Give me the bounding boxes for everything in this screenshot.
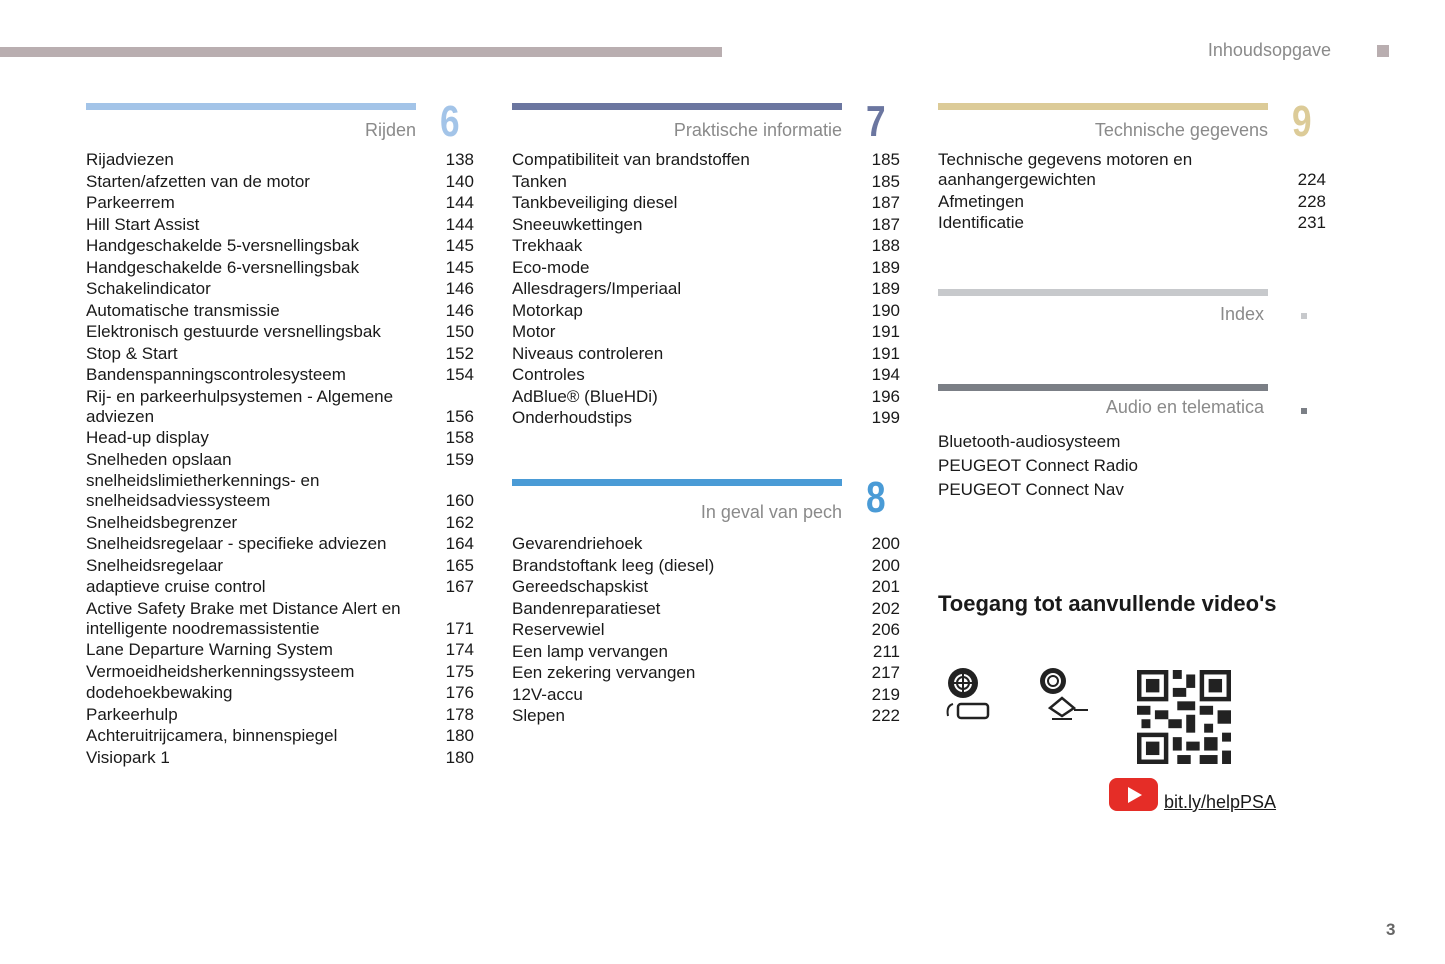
toc-entry-page: 150 [445,322,474,341]
section-rijden [86,97,460,146]
toc-entry-title: Controles [512,365,585,384]
toc-entry-page: 191 [871,322,900,341]
toc-entry[interactable] [86,236,474,256]
toc-entry-title: Gereedschapskist [512,577,649,596]
toc-entry-title: Tankbeveiliging diesel [512,193,678,212]
section-title: Technische gegevens [1094,120,1268,140]
toc-entry-title: Bandenreparatieset [512,598,661,618]
toc-entry[interactable] [86,577,474,597]
toc-entry-page: 164 [445,534,474,553]
toc-entry[interactable] [86,322,474,342]
toc-entry[interactable] [86,428,474,448]
toc-entry-page: 156 [445,406,474,426]
toc-entry-title: Visiopark 1 [86,747,170,767]
toc-entry-title: Starten/afzetten van de motor [86,171,310,191]
toc-entry[interactable] [512,685,900,705]
section-title: Rijden [364,120,416,140]
toc-entry-title: 12V-accu [512,684,583,704]
toc-entry[interactable] [938,150,1326,190]
toc-entry-title: Reservewiel [512,620,605,639]
toc-entry[interactable] [86,556,474,576]
youtube-icon[interactable] [1109,778,1158,811]
toc-entry-title: Sneeuwkettingen [512,214,643,234]
toc-entry[interactable] [86,471,474,511]
audio-item[interactable]: PEUGEOT Connect Radio [938,456,1138,475]
toc-entry-title: Identificatie [938,213,1024,232]
toc-entry-title: Hill Start Assist [86,214,200,234]
toc-entry[interactable] [86,450,474,470]
toc-entry[interactable] [512,150,900,170]
toc-entry-page: 199 [871,408,900,427]
toc-entry[interactable] [86,193,474,213]
toc-entry-page: 146 [445,300,474,320]
toc-entry[interactable] [86,534,474,554]
toc-entry-page: 162 [445,512,474,532]
toc-entry-title: Active Safety Brake met Distance Alert en intelligente noodremassistentie [86,598,401,638]
toc-entry[interactable] [86,344,474,364]
toc-entry-title: Vermoeidheidsherkenningssysteem [86,661,355,681]
toc-entry[interactable] [86,387,474,427]
tyre-repair-kit-icon[interactable] [943,666,993,724]
toc-entry[interactable] [512,387,900,407]
toc-entry[interactable] [512,301,900,321]
toc-list-technisch [938,150,1326,235]
section-pech [512,473,886,522]
toc-entry-title: Tanken [512,171,567,191]
section-index[interactable] [938,289,1268,329]
toc-entry[interactable] [86,748,474,768]
toc-entry[interactable] [512,408,900,428]
audio-item[interactable]: PEUGEOT Connect Nav [938,480,1124,499]
toc-entry[interactable] [512,236,900,256]
video-link[interactable]: bit.ly/helpPSA [1164,792,1277,812]
toc-entry[interactable] [86,365,474,385]
toc-entry-page: 222 [871,706,900,725]
toc-entry-title: Handgeschakelde 5-versnellingsbak [86,236,360,255]
toc-entry-page: 189 [871,279,900,298]
toc-entry-page: 211 [872,641,900,661]
toc-entry-title: snelheidslimietherkennings- en snelheidsadviessysteem [86,471,320,510]
toc-entry[interactable] [512,365,900,385]
toc-entry-title: Rij- en parkeerhulpsystemen - Algemene adviezen [86,386,394,426]
toc-entry-title: Eco-mode [512,257,590,277]
section-number: 8 [866,473,886,522]
toc-entry[interactable] [86,215,474,235]
toc-entry-page: 144 [445,214,474,234]
toc-entry-title: Brandstoftank leeg (diesel) [512,555,715,575]
toc-entry[interactable] [512,193,900,213]
toc-entry-page: 146 [445,279,474,298]
toc-entry-page: 187 [871,193,900,212]
toc-entry[interactable] [938,192,1326,212]
section-bar [512,479,842,486]
toc-entry-title: Een zekering vervangen [512,663,696,682]
toc-entry-page: 180 [445,747,474,767]
audio-list [938,430,1138,502]
toc-entry-title: Handgeschakelde 6-versnellingsbak [86,257,360,277]
toc-entry[interactable] [86,172,474,192]
toc-entry[interactable] [512,172,900,192]
toc-entry[interactable] [86,683,474,703]
toc-entry-page: 202 [871,598,900,618]
toc-entry[interactable] [86,640,474,660]
toc-entry-title: Gevarendriehoek [512,534,643,553]
toc-entry-page: 189 [871,257,900,277]
toc-entry[interactable] [512,534,900,554]
toc-entry[interactable] [86,150,474,170]
toc-entry-title: Technische gegevens motoren en aanhangergewichten [938,150,1193,189]
section-technisch [938,97,1312,146]
toc-entry-title: Parkeerrem [86,193,175,212]
toc-entry-title: Motor [512,322,556,341]
header-bar [0,47,722,57]
section-number: 9 [1292,97,1312,146]
section-number: 7 [866,97,886,146]
toc-entry-title: Elektronisch gestuurde versnellingsbak [86,322,381,341]
toc-entry-title: Achteruitrijcamera, binnenspiegel [86,726,338,745]
toc-entry-page: 154 [445,365,474,384]
section-number: 6 [440,97,460,146]
toc-entry-page: 185 [871,171,900,191]
toc-entry[interactable] [512,215,900,235]
toc-entry-title: AdBlue® (BlueHDi) [512,386,658,406]
spare-wheel-jack-icon[interactable] [1036,666,1092,724]
toc-entry-page: 167 [445,577,474,596]
toc-entry-title: Rijadviezen [86,150,174,169]
toc-entry-page: 152 [445,343,474,363]
section-title[interactable]: Index [1219,304,1264,324]
toc-entry-title: Snelheidsbegrenzer [86,512,238,532]
index-marker [1301,313,1307,319]
header-marker [1377,45,1389,57]
toc-entry-title: Slepen [512,706,565,725]
toc-entry-title: Snelheidsregelaar [86,555,224,575]
toc-entry-page: 158 [445,428,474,447]
section-title: In geval van pech [700,502,842,522]
toc-entry-page: 145 [445,236,474,255]
toc-entry-page: 224 [1297,170,1326,189]
toc-entry-page: 138 [445,150,474,169]
toc-entry-page: 145 [445,257,474,277]
toc-entry-title: Een lamp vervangen [512,641,668,661]
toc-entry-title: Bandenspanningscontrolesysteem [86,365,346,384]
toc-entry[interactable] [512,322,900,342]
audio-marker [1301,408,1307,414]
toc-list-pech [512,534,900,728]
toc-entry-page: 165 [445,555,474,575]
toc-entry-page: 160 [445,491,474,510]
toc-entry[interactable] [86,599,474,639]
toc-entry-title: Snelheden opslaan [86,449,232,469]
videos-title: Toegang tot aanvullende video's [938,591,1277,616]
toc-entry-page: 188 [871,236,900,255]
toc-entry-page: 219 [871,684,900,704]
toc-entry-title: adaptieve cruise control [86,577,266,596]
toc-entry-page: 144 [445,193,474,212]
toc-entry-page: 180 [445,726,474,745]
toc-entry[interactable] [86,513,474,533]
toc-entry-title: Lane Departure Warning System [86,640,333,659]
toc-entry[interactable] [512,663,900,683]
toc-entry[interactable] [86,726,474,746]
toc-entry-page: 178 [445,704,474,724]
toc-entry[interactable] [512,344,900,364]
toc-entry-page: 185 [871,150,900,169]
section-bar [512,103,842,110]
toc-entry[interactable] [86,301,474,321]
toc-entry[interactable] [938,213,1326,233]
toc-entry-title: Trekhaak [512,236,583,255]
toc-entry[interactable] [512,642,900,662]
toc-entry[interactable] [86,705,474,725]
toc-list-praktisch [512,150,900,430]
section-bar [938,103,1268,110]
toc-entry-title: Stop & Start [86,343,178,363]
toc-entry-page: 201 [871,577,900,596]
toc-entry-page: 196 [871,386,900,406]
toc-list-rijden [86,150,474,769]
toc-entry-title: Onderhoudstips [512,408,633,427]
toc-entry[interactable] [86,662,474,682]
toc-entry-page: 200 [871,555,900,575]
toc-entry[interactable] [512,577,900,597]
toc-entry-title: Afmetingen [938,191,1024,211]
toc-entry[interactable] [512,279,900,299]
section-title: Audio en telematica [1105,397,1264,417]
section-audio [938,384,1268,424]
toc-entry-page: 176 [445,683,474,702]
toc-entry-title: dodehoekbewaking [86,683,233,702]
toc-entry-page: 140 [445,171,474,191]
toc-entry[interactable] [512,620,900,640]
toc-entry[interactable] [86,279,474,299]
toc-entry-page: 190 [871,300,900,320]
toc-entry[interactable] [512,556,900,576]
section-title: Praktische informatie [673,120,842,140]
toc-entry-title: Schakelindicator [86,279,211,298]
toc-entry-page: 171 [445,618,474,638]
toc-entry-title: Compatibiliteit van brandstoffen [512,150,750,169]
toc-entry[interactable] [512,258,900,278]
toc-entry[interactable] [86,258,474,278]
page-number: 3 [1386,920,1396,939]
section-bar [938,289,1268,296]
toc-entry-page: 231 [1297,213,1326,232]
section-bar [86,103,416,110]
qr-code-icon[interactable] [1137,670,1231,764]
toc-entry-title: Allesdragers/Imperiaal [512,279,682,298]
toc-entry-page: 228 [1297,191,1326,211]
toc-entry-page: 174 [445,640,474,659]
toc-entry-title: Niveaus controleren [512,343,664,363]
toc-entry-page: 159 [445,449,474,469]
toc-entry-page: 217 [871,663,900,682]
toc-entry-title: Motorkap [512,300,583,320]
section-praktisch [512,97,886,146]
toc-entry-page: 206 [871,620,900,639]
toc-entry[interactable] [512,706,900,726]
toc-entry-title: Head-up display [86,428,209,447]
toc-entry-page: 187 [871,214,900,234]
toc-entry-title: Snelheidsregelaar - specifieke adviezen [86,534,387,553]
toc-entry-page: 191 [871,343,900,363]
toc-entry-title: Automatische transmissie [86,300,280,320]
toc-entry-page: 194 [871,365,900,384]
toc-entry[interactable] [512,599,900,619]
toc-entry-title: Parkeerhulp [86,704,178,724]
toc-entry-page: 175 [445,661,474,681]
toc-entry-page: 200 [871,534,900,553]
section-bar [938,384,1268,391]
header-title: Inhoudsopgave [1207,40,1331,60]
audio-item[interactable]: Bluetooth-audiosysteem [938,432,1121,451]
